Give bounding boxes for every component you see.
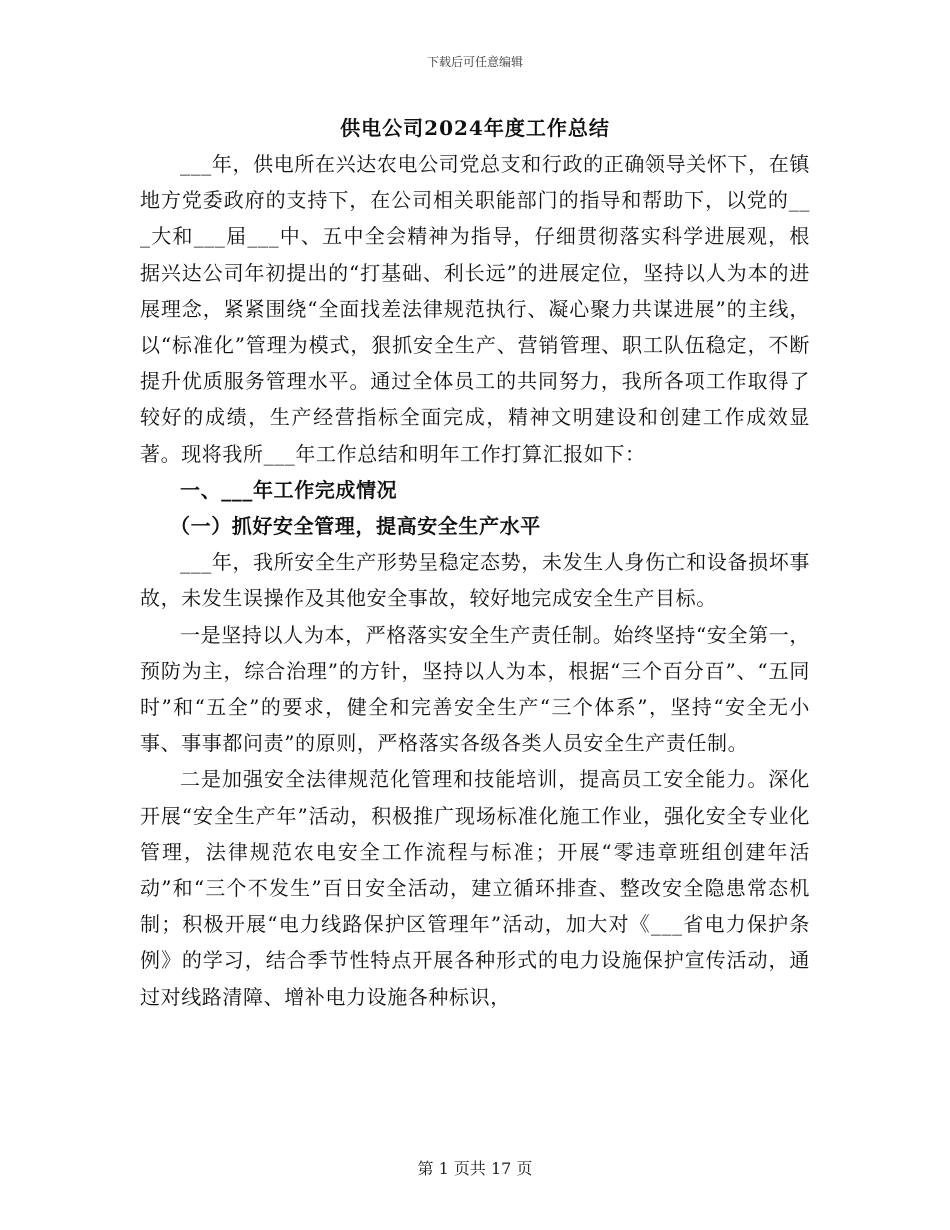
document-body <box>140 110 810 1015</box>
section-heading-1: 一、___年工作完成情况 <box>180 477 398 502</box>
body-paragraph-2: 一是坚持以人为本，严格落实安全生产责任制。始终坚持“安全第一，预防为主，综合治理”的方针，坚持以人为本，根据“三个百分百”、“五同时”和“五全”的要求，健全和完善安全生产“三个体系”，坚持“安全无小事、事事都问责”的原则，严格落实各级各类人员安全生产责任制。 <box>140 622 810 756</box>
document-title: 供电公司2024年度工作总结 <box>340 116 610 140</box>
page-number: 第 1 页共 17 页 <box>417 1159 533 1178</box>
header-note: 下载后可任意编辑 <box>426 55 523 69</box>
body-paragraph-3: 二是加强安全法律规范化管理和技能培训，提高员工安全能力。深化开展“安全生产年”活动，积极推广现场标准化施工作业，强化安全专业化管理，法律规范农电安全工作流程与标准；开展“零违章班组创建年活动”和“三个不发生”百日安全活动，建立循环排查、整改安全隐患常态机制；积极开展“电力线路保护区管理年”活动，加大对《___省电力保护条例》的学习，结合季节性特点开展各种形式的电力设施保护宣传活动，通过对线路清障、增补电力设施各种标识， <box>140 767 810 1009</box>
intro-paragraph: ___年，供电所在兴达农电公司党总支和行政的正确领导关怀下，在镇地方党委政府的支持下，在公司相关职能部门的指导和帮助下，以党的___大和___届___中、五中全会精神为指导，仔细贯彻落实科学进展观，根据兴达公司年初提出的“打基础、利长远”的进展定位，坚持以人为本的进展理念，紧紧围绕“全面找差法律规范执行、凝心聚力共谋进展”的主线，以“标准化”管理为模式，狠抓安全生产、营销管理、职工队伍稳定，不断提升优质服务管理水平。通过全体员工的共同努力，我所各项工作取得了较好的成绩，生产经营指标全面完成，精神文明建设和创建工作成效显著。现将我所___年工作总结和明年工作打算汇报如下： <box>140 152 810 466</box>
body-paragraph-1: ___年，我所安全生产形势呈稳定态势，未发生人身伤亡和设备损坏事故，未发生误操作及其他安全事故，较好地完成安全生产目标。 <box>140 550 810 611</box>
subsection-heading-1: （一）抓好安全管理，提高安全生产水平 <box>170 514 541 539</box>
